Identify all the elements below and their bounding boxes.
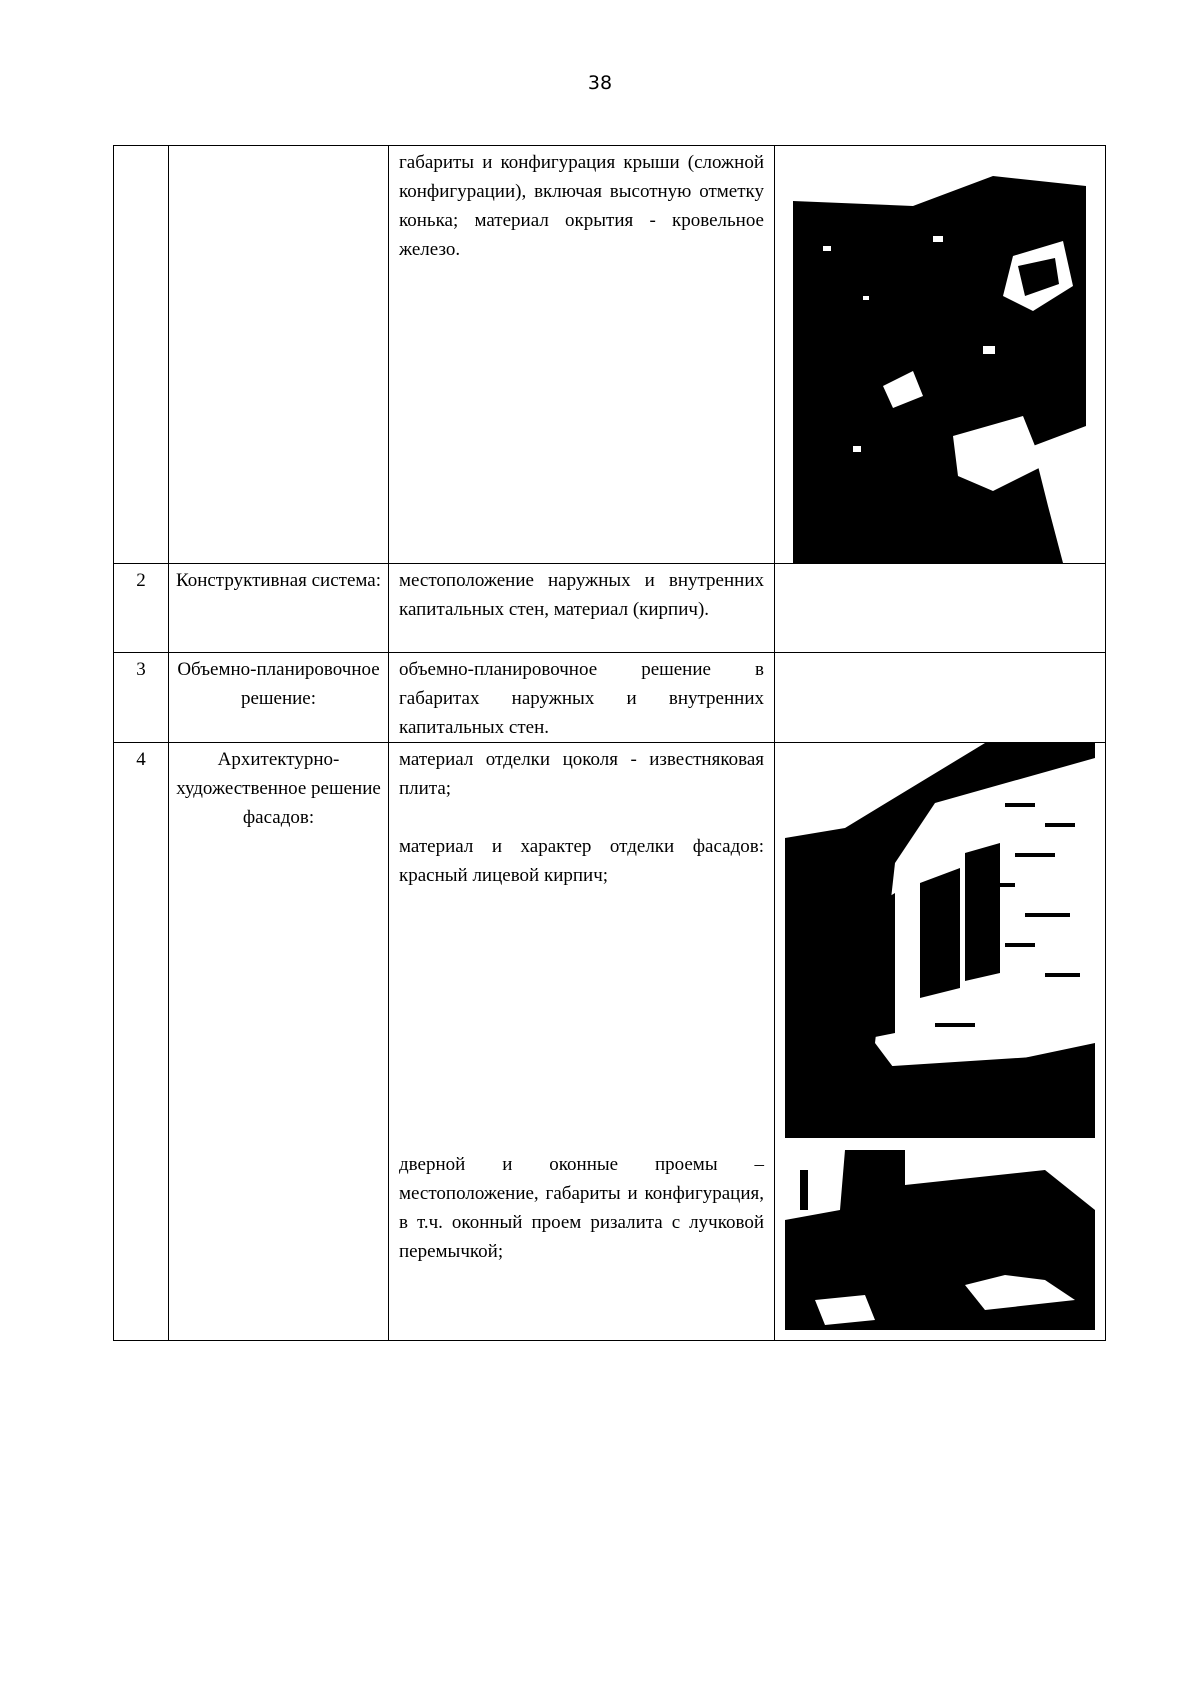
description-text: дверной и оконные проемы – местоположение, габариты и конфигурация, в т.ч. оконный проем ризалита с лучковой перемычкой;	[399, 1154, 764, 1262]
row-name: Объемно-планировочное решение:	[169, 653, 389, 743]
table-row	[114, 564, 1106, 653]
row-description	[389, 743, 775, 1341]
table-row	[114, 146, 1106, 564]
photo-cell	[775, 653, 1106, 743]
building-photo	[793, 146, 1086, 563]
row-number	[114, 146, 169, 564]
row-name	[169, 146, 389, 564]
description-text: материал и характер отделки фасадов: красный лицевой кирпич;	[399, 836, 764, 886]
description-text: габариты и конфигурация крыши (сложной конфигурации), включая высотную отметку конька; материал окрытия - кровельное железо.	[399, 152, 764, 260]
row-number: 2	[114, 564, 169, 653]
table-row	[114, 653, 1106, 743]
row-name: Конструктивная система:	[169, 564, 389, 653]
table-row	[114, 743, 1106, 1341]
row-description	[389, 653, 775, 743]
row-name: Архитектурно-художественное решение фасадов:	[169, 743, 389, 1341]
description-text: материал отделки цоколя - известняковая плита;	[399, 749, 764, 799]
heritage-table	[113, 145, 1106, 1341]
facade-photo	[785, 743, 1095, 1138]
photo-cell	[775, 146, 1106, 564]
page-number: 38	[587, 72, 613, 94]
description-text: местоположение наружных и внутренних капитальных стен, материал (кирпич).	[399, 570, 764, 620]
row-number: 3	[114, 653, 169, 743]
description-text: объемно-планировочное решение в габаритах наружных и внутренних капитальных стен.	[399, 659, 764, 738]
row-description	[389, 564, 775, 653]
street-photo	[785, 1150, 1095, 1340]
row-description	[389, 146, 775, 564]
photo-cell	[775, 564, 1106, 653]
row-number: 4	[114, 743, 169, 1341]
photo-cell	[775, 743, 1106, 1341]
